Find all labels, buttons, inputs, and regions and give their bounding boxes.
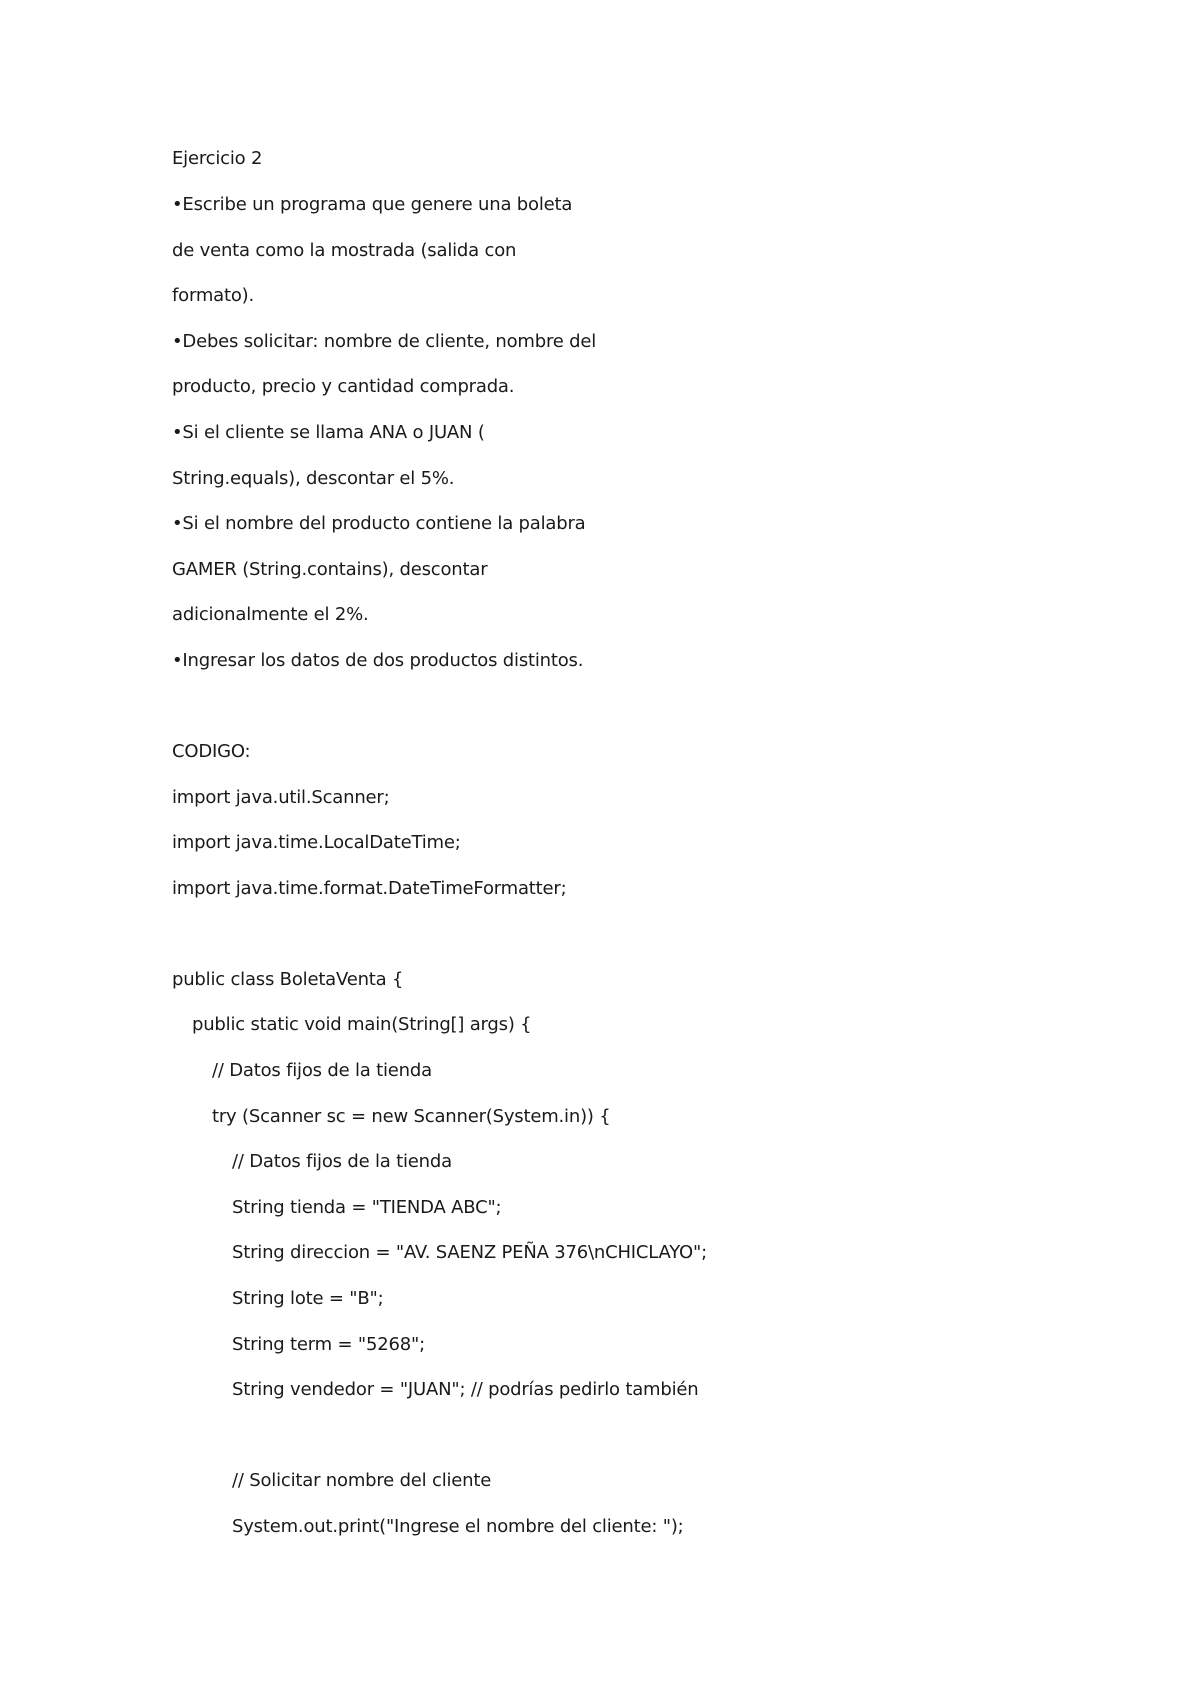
code-line: String tienda = "TIENDA ABC"; <box>232 1197 502 1218</box>
text-line: producto, precio y cantidad comprada. <box>172 376 515 397</box>
code-line: import java.time.LocalDateTime; <box>172 832 461 853</box>
code-line: import java.util.Scanner; <box>172 787 390 808</box>
code-line: String term = "5268"; <box>232 1334 425 1355</box>
text-line: GAMER (String.contains), descontar <box>172 559 488 580</box>
code-line: String vendedor = "JUAN"; // podrías pedirlo también <box>232 1379 699 1400</box>
text-line: de venta como la mostrada (salida con <box>172 240 517 261</box>
exercise-title: Ejercicio 2 <box>172 148 263 169</box>
text-line: •Ingresar los datos de dos productos distintos. <box>172 650 584 671</box>
text-line: •Debes solicitar: nombre de cliente, nombre del <box>172 331 597 352</box>
code-line: public class BoletaVenta { <box>172 969 404 990</box>
code-line: System.out.print("Ingrese el nombre del cliente: "); <box>232 1516 684 1537</box>
code-heading: CODIGO: <box>172 741 251 762</box>
code-line: // Solicitar nombre del cliente <box>232 1470 492 1491</box>
code-line: // Datos fijos de la tienda <box>232 1151 452 1172</box>
code-line: public static void main(String[] args) { <box>192 1014 532 1035</box>
text-line: formato). <box>172 285 255 306</box>
code-line: try (Scanner sc = new Scanner(System.in)) { <box>212 1106 611 1127</box>
text-line: •Si el nombre del producto contiene la palabra <box>172 513 586 534</box>
text-line: adicionalmente el 2%. <box>172 604 369 625</box>
code-line: // Datos fijos de la tienda <box>212 1060 432 1081</box>
text-line: •Escribe un programa que genere una boleta <box>172 194 573 215</box>
code-line: String direccion = "AV. SAENZ PEÑA 376\nCHICLAYO"; <box>232 1242 707 1263</box>
code-line: String lote = "B"; <box>232 1288 384 1309</box>
code-line: import java.time.format.DateTimeFormatter; <box>172 878 567 899</box>
text-line: String.equals), descontar el 5%. <box>172 468 455 489</box>
text-line: •Si el cliente se llama ANA o JUAN ( <box>172 422 485 443</box>
